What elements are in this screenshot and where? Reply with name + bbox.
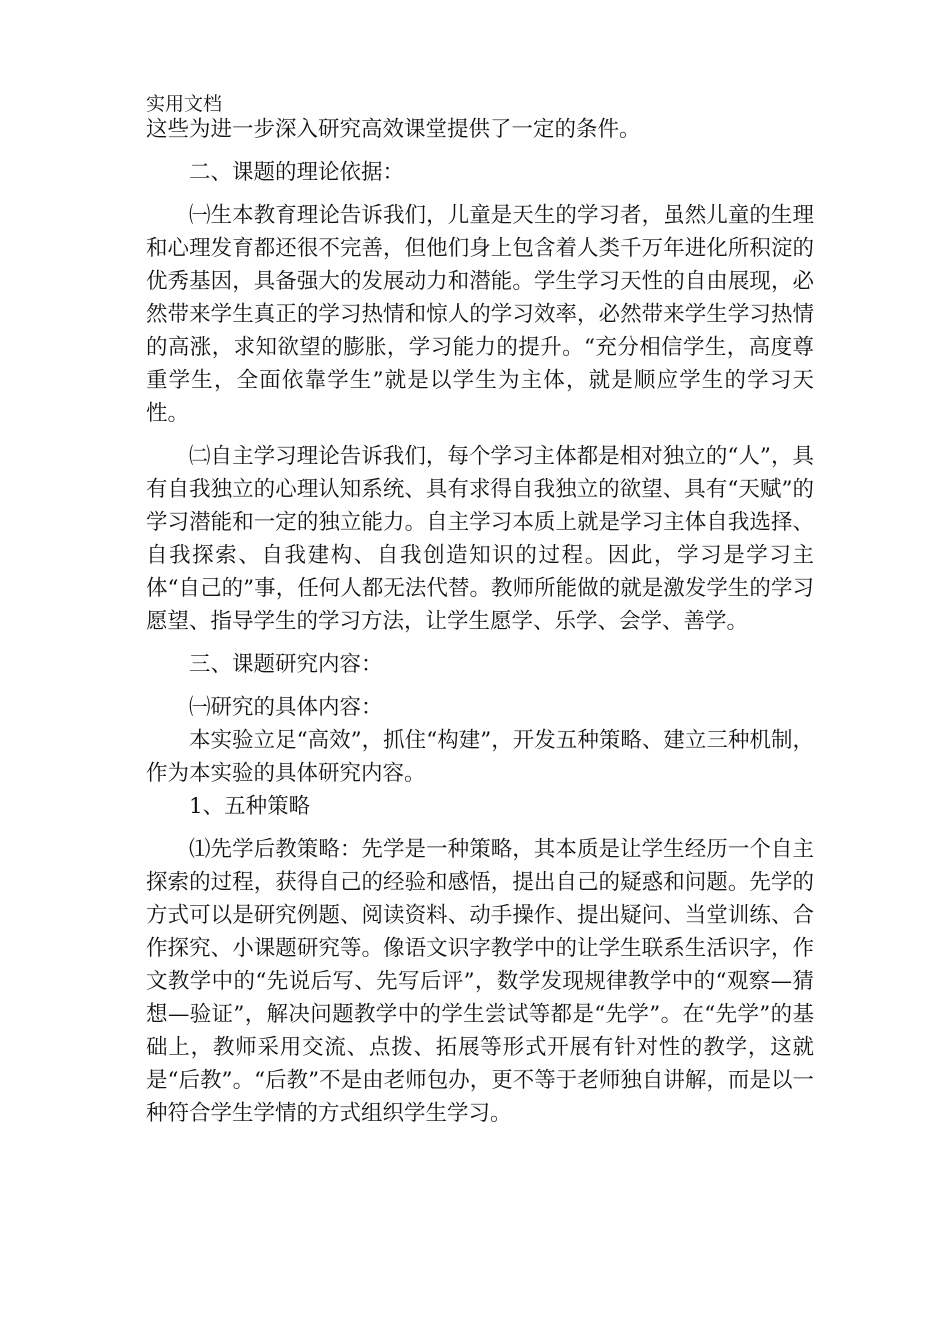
section-heading-theory: 二、课题的理论依据： [189, 160, 405, 185]
paragraph-content-intro: 本实验立足“高效”，抓住“构建”，开发五种策略、建立三种机制，作为本实验的具体研究内容。 [146, 728, 814, 786]
paragraph-theory-1: ㈠生本教育理论告诉我们，儿童是天生的学习者，虽然儿童的生理和心理发育都还很不完善，但他们身上包含着人类千万年进化所积淀的优秀基因，具备强大的发展动力和潜能。学生学习天性的自由展现，必然带来学生真正的学习热情和惊人的学习效率，必然带来学生学习热情的高涨，求知欲望的膨胀，学习能力的提升。“充分相信学生，高度尊重学生，全面依靠学生”就是以学生为主体，就是顺应学生的学习天性。 [146, 203, 814, 426]
document-body [146, 113, 814, 1130]
paragraph-strategy-1: ⑴先学后教策略：先学是一种策略，其本质是让学生经历一个自主探索的过程，获得自己的经验和感悟，提出自己的疑惑和问题。先学的方式可以是研究例题、阅读资料、动手操作、提出疑问、当堂训练、合作探究、小课题研究等。像语文识字教学中的让学生联系生活识字，作文教学中的“先说后写、先写后评”，数学发现规律教学中的“观察—猜想—验证”，解决问题教学中的学生尝试等都是“先学”。在“先学”的基础上，教师采用交流、点拨、拓展等形式开展有针对性的教学，这就是“后教”。“后教”不是由老师包办，更不等于老师独自讲解，而是以一种符合学生学情的方式组织学生学习。 [146, 837, 814, 1126]
paragraph-theory-2: ㈡自主学习理论告诉我们，每个学习主体都是相对独立的“人”，具有自我独立的心理认知系统、具有求得自我独立的欲望、具有“天赋”的学习潜能和一定的独立能力。自主学习本质上就是学习主体自我选择、自我探索、自我建构、自我创造知识的过程。因此，学习是学习主体“自己的”事，任何人都无法代替。教师所能做的就是激发学生的学习愿望、指导学生的学习方法，让学生愿学、乐学、会学、善学。 [146, 444, 814, 634]
subheading-specific-content: ㈠研究的具体内容： [189, 695, 383, 720]
section-heading-content: 三、课题研究内容： [189, 652, 383, 677]
page-header-label: 实用文档 [146, 93, 223, 115]
subheading-five-strategies: 1、五种策略 [189, 794, 311, 819]
paragraph-continuation: 这些为进一步深入研究高效课堂提供了一定的条件。 [146, 117, 641, 142]
